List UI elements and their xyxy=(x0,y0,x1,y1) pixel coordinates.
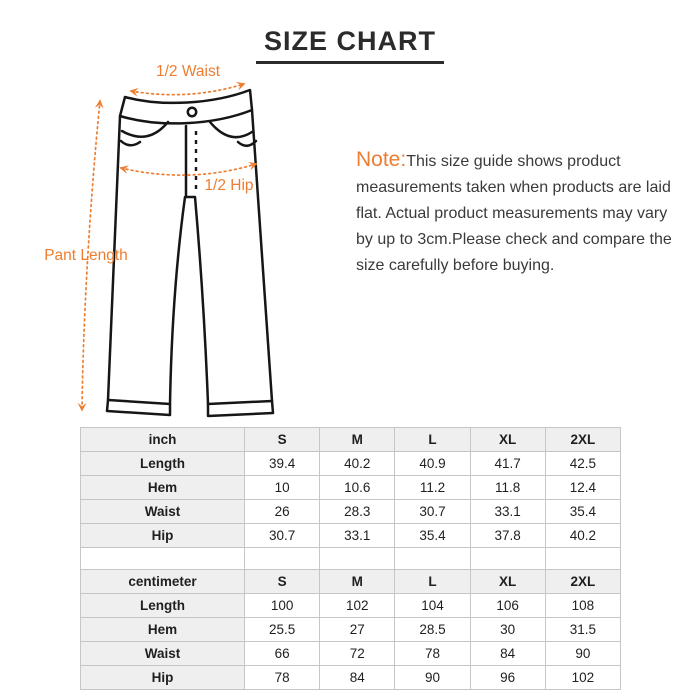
spacer-cell xyxy=(470,548,545,570)
value-cell: 27 xyxy=(320,618,395,642)
size-header: M xyxy=(320,428,395,452)
spacer-cell xyxy=(395,548,470,570)
size-chart-table xyxy=(80,427,621,690)
hip-measure-label: 1/2 Hip xyxy=(204,177,254,194)
value-cell: 39.4 xyxy=(245,452,320,476)
value-cell: 102 xyxy=(320,594,395,618)
value-cell: 40.2 xyxy=(320,452,395,476)
pants-diagram xyxy=(40,55,370,435)
value-cell: 11.8 xyxy=(470,476,545,500)
page-title-text: SIZE CHART xyxy=(256,26,444,64)
table-row xyxy=(81,500,621,524)
row-label: Hip xyxy=(81,666,245,690)
size-header: 2XL xyxy=(545,570,620,594)
value-cell: 33.1 xyxy=(470,500,545,524)
unit-header: centimeter xyxy=(81,570,245,594)
value-cell: 31.5 xyxy=(545,618,620,642)
value-cell: 10.6 xyxy=(320,476,395,500)
button-icon xyxy=(188,108,196,116)
table-spacer-row xyxy=(81,548,621,570)
value-cell: 108 xyxy=(545,594,620,618)
row-label: Length xyxy=(81,452,245,476)
hip-measure-arrow xyxy=(121,164,256,175)
centimeter-header-row xyxy=(81,570,621,594)
value-cell: 35.4 xyxy=(545,500,620,524)
value-cell: 78 xyxy=(395,642,470,666)
table-row xyxy=(81,594,621,618)
note-body: This size guide shows product measurements taken when products are laid flat. Actual product measurements may vary by up to 3cm.Please check and compare the size carefully before buying. xyxy=(356,153,672,274)
note-paragraph xyxy=(356,147,674,279)
value-cell: 11.2 xyxy=(395,476,470,500)
length-measure-label: Pant Length xyxy=(44,247,128,264)
value-cell: 25.5 xyxy=(245,618,320,642)
size-header: XL xyxy=(470,428,545,452)
value-cell: 28.5 xyxy=(395,618,470,642)
value-cell: 72 xyxy=(320,642,395,666)
pants-outline-icon xyxy=(107,90,273,416)
spacer-cell xyxy=(320,548,395,570)
spacer-cell xyxy=(245,548,320,570)
value-cell: 66 xyxy=(245,642,320,666)
value-cell: 84 xyxy=(470,642,545,666)
value-cell: 12.4 xyxy=(545,476,620,500)
table-row xyxy=(81,524,621,548)
spacer-cell xyxy=(81,548,245,570)
left-pocket-inner-line xyxy=(121,141,140,145)
value-cell: 90 xyxy=(545,642,620,666)
size-header: 2XL xyxy=(545,428,620,452)
value-cell: 37.8 xyxy=(470,524,545,548)
value-cell: 33.1 xyxy=(320,524,395,548)
value-cell: 42.5 xyxy=(545,452,620,476)
pants-diagram-svg xyxy=(40,55,370,435)
value-cell: 30.7 xyxy=(245,524,320,548)
note-label: Note: xyxy=(356,148,407,171)
value-cell: 84 xyxy=(320,666,395,690)
row-label: Hem xyxy=(81,618,245,642)
value-cell: 90 xyxy=(395,666,470,690)
value-cell: 26 xyxy=(245,500,320,524)
size-header: M xyxy=(320,570,395,594)
table-row xyxy=(81,666,621,690)
right-pocket-line xyxy=(210,122,252,137)
unit-header: inch xyxy=(81,428,245,452)
size-header: L xyxy=(395,428,470,452)
size-header: S xyxy=(245,428,320,452)
value-cell: 100 xyxy=(245,594,320,618)
table-row xyxy=(81,642,621,666)
value-cell: 78 xyxy=(245,666,320,690)
value-cell: 40.2 xyxy=(545,524,620,548)
value-cell: 30.7 xyxy=(395,500,470,524)
table-row xyxy=(81,618,621,642)
size-header: S xyxy=(245,570,320,594)
row-label: Hip xyxy=(81,524,245,548)
value-cell: 40.9 xyxy=(395,452,470,476)
row-label: Length xyxy=(81,594,245,618)
value-cell: 41.7 xyxy=(470,452,545,476)
table-row xyxy=(81,476,621,500)
value-cell: 104 xyxy=(395,594,470,618)
value-cell: 106 xyxy=(470,594,545,618)
value-cell: 102 xyxy=(545,666,620,690)
value-cell: 28.3 xyxy=(320,500,395,524)
row-label: Waist xyxy=(81,642,245,666)
table-row xyxy=(81,452,621,476)
waist-measure-label: 1/2 Waist xyxy=(155,63,221,80)
value-cell: 96 xyxy=(470,666,545,690)
size-header: L xyxy=(395,570,470,594)
value-cell: 10 xyxy=(245,476,320,500)
spacer-cell xyxy=(545,548,620,570)
waist-measure-arrow xyxy=(131,84,244,95)
row-label: Hem xyxy=(81,476,245,500)
value-cell: 30 xyxy=(470,618,545,642)
row-label: Waist xyxy=(81,500,245,524)
inch-header-row xyxy=(81,428,621,452)
size-header: XL xyxy=(470,570,545,594)
value-cell: 35.4 xyxy=(395,524,470,548)
